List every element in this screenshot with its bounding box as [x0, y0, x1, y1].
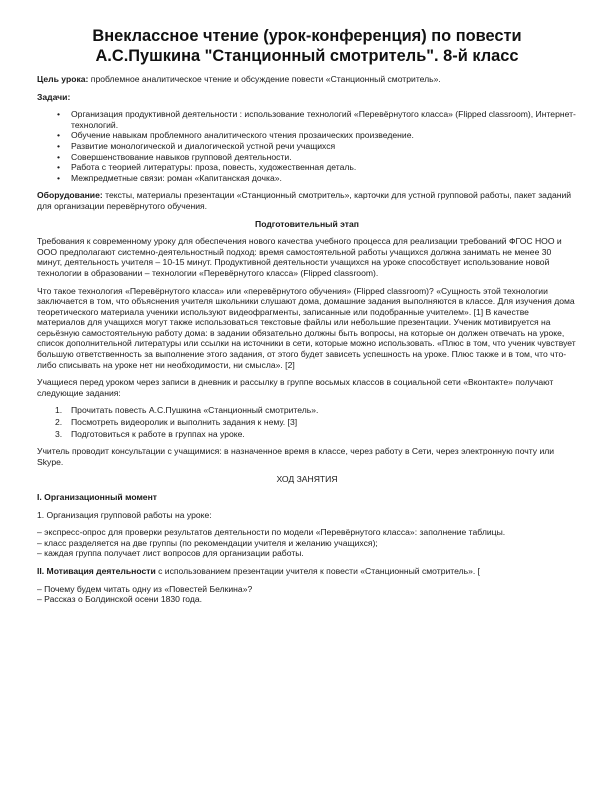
section2-line: – Рассказ о Болдинской осени 1830 года.	[37, 594, 203, 605]
list-item: • Обучение навыкам проблемного аналитического чтения прозаических произведение.	[37, 130, 577, 141]
section1-sub: 1. Организация групповой работы на уроке:	[37, 509, 212, 520]
goal-label: Цель урока:	[37, 74, 89, 84]
equipment	[37, 190, 577, 211]
equipment-text: тексты, материалы презентации «Станционный смотритель», карточки для устной групповой работы, пакет заданий для организации перевёрнутого обучения.	[37, 190, 572, 211]
section2-line: – Почему будем читать одну из «Повестей Белкина»?	[37, 583, 253, 594]
list-item: • Организация продуктивной деятельности : использование технологий «Перевёрнутого класса» (Flipped classroom), Интернет-технологий.	[37, 109, 577, 130]
section2	[37, 566, 577, 577]
section2-heading: II. Мотивация деятельности	[37, 565, 156, 576]
section1-heading: I. Организационный момент	[37, 492, 157, 502]
paragraph-flipped-classroom: Что такое технология «Перевёрнутого класса» или «перевёрнутого обучения» (Flipped classroom)? «Сущность этой технологии заключается в том, что объяснения учителя школьники слушают дома, домашние задания выполняются в классе. Для изучения дома теоретического материала ученики используют видеофрагменты, записанные или подобранные учителем». [1] В качестве материалов для учащихся могут также использоваться текстовые файлы или небольшие презентации. Ученик мотивируется на серьёзную самостоятельную работу дома: в задании обязательно должны быть вопросы, на которые он должен отвечать на уроке, список дополнительной литературы или ссылки на источники в сети, которые можно использовать. «Плюс в том, что ученик чувствует большую ответственность за выполнение этого задания, от этого будет зависеть успешность на уроке. Плюс также и в том, что что-либо списывать на уроке нет ни необходимости, ни смысла». [2]	[37, 285, 576, 370]
document-title	[37, 26, 577, 66]
paragraph-assignments-intro: Учащиеся перед уроком через записи в дневник и рассылку в группе восьмых классов в социальной сети «Вконтакте» получают следующие задания:	[37, 377, 554, 398]
paragraph-requirements: Требования к современному уроку для обеспечения нового качества учебного процесса для реализации требований ФГОС НОО и ООО предполагают системно-деятельностный подход: время самостоятельной работы учащихся должна занимать не менее 30 минут, деятельность учителя – 10-15 минут. Продуктивной деятельности учащихся на уроке способствует использование новой технологии в образовании – технологии «Перевёрнутого класса» (Flipped classroom).	[37, 236, 562, 278]
lesson-goal	[37, 74, 577, 85]
tasks-label: Задачи:	[37, 91, 71, 102]
section1-line: – экспресс-опрос для проверки результатов деятельности по модели «Перевёрнутого класса»: заполнение таблицы.	[37, 527, 506, 538]
list-item: 3. Подготовиться к работе в группах на уроке.	[55, 428, 245, 439]
list-item: • Совершенствование навыков групповой деятельности.	[37, 152, 577, 163]
equipment-label: Оборудование:	[37, 190, 103, 201]
list-item: • Развитие монологической и диалогической устной речи учащихся	[37, 141, 577, 152]
paragraph-consultations: Учитель проводит консультации с учащимися: в назначенное время в классе, через работу в Сети, через электронную почту или Skype.	[37, 446, 555, 467]
goal-text: проблемное аналитическое чтение и обсуждение повести «Станционный смотритель».	[88, 74, 441, 84]
list-item: 2. Посмотреть видеоролик и выполнить задания к нему. [3]	[55, 417, 298, 428]
section2-text: с использованием презентации учителя к повести «Станционный смотритель». [	[155, 565, 481, 576]
title-line-2: А.С.Пушкина "Станционный смотритель". 8-й класс	[95, 47, 519, 65]
section1-line: – класс разделяется на две группы (по рекомендации учителя и желанию учащихся);	[37, 537, 378, 548]
list-item: 1. Прочитать повесть А.С.Пушкина «Станционный смотритель».	[55, 405, 319, 416]
document-page	[37, 26, 577, 605]
section1-line: – каждая группа получает лист вопросов для организации работы.	[37, 548, 304, 559]
title-line-1: Внеклассное чтение (урок-конференция) по повести	[92, 27, 522, 45]
tasks-list	[37, 109, 577, 183]
lesson-heading: ХОД ЗАНЯТИЯ	[276, 474, 338, 485]
list-item: • Межпредметные связи: роман «Капитанская дочка».	[37, 173, 577, 184]
prep-heading: Подготовительный этап	[255, 218, 359, 229]
list-item: • Работа с теорией литературы: проза, повесть, художественная деталь.	[37, 162, 577, 173]
assignments-list	[37, 405, 577, 439]
